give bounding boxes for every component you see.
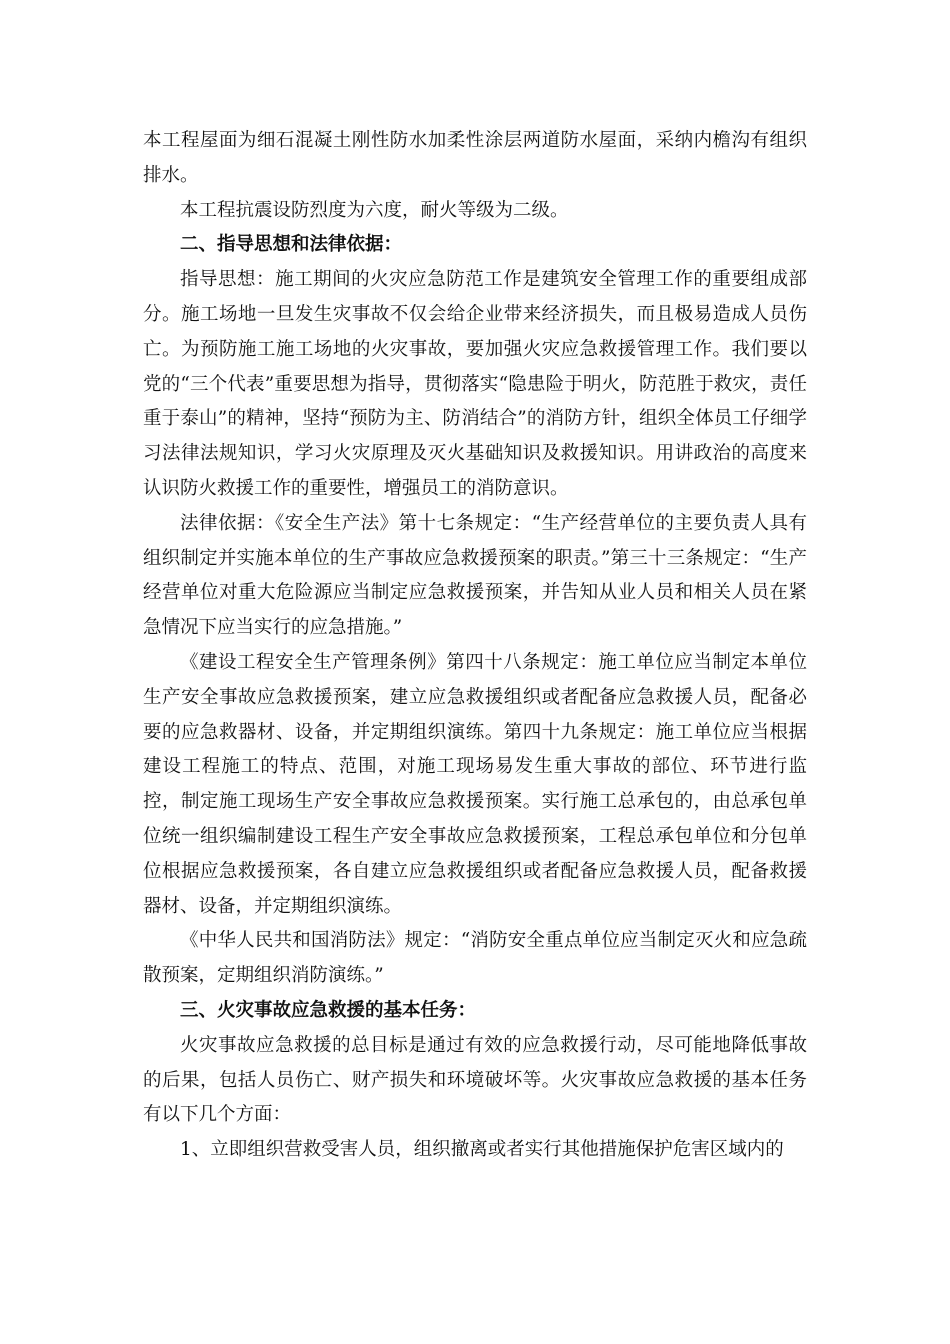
paragraph-construction-safety-regulation: 《建设工程安全生产管理条例》第四十八条规定：施工单位应当制定本单位生产安全事故应急救援预案，建立应急救援组织或者配备应急救援人员，配备必要的应急救器材、设备，并定期组织演练。第四十九条规定：施工单位应当根据建设工程施工的特点、范围，对施工现场易发生重大事故的部位、环节进行监控，制定施工现场生产安全事故应急救援预案。实行施工总承包的，由总承包单位统一组织编制建设工程生产安全事故应急救援预案，工程总承包单位和分包单位根据应急救援预案，各自建立应急救援组织或者配备应急救援人员，配备救援器材、设备，并定期组织演练。 bbox=[143, 651, 807, 917]
paragraph-fire-protection-law: 《中华人民共和国消防法》规定：“消防安全重点单位应当制定灭火和应急疏散预案，定期组织消防演练。” bbox=[143, 930, 807, 987]
paragraph-task-1: 1、立即组织营救受害人员，组织撤离或者实行其他措施保护危害区域内的 bbox=[180, 1139, 784, 1161]
document-body bbox=[143, 124, 807, 1168]
paragraph-rescue-goal: 火灾事故应急救援的总目标是通过有效的应急救援行动，尽可能地降低事故的后果，包括人员伤亡、财产损失和环境破坏等。火灾事故应急救援的基本任务有以下几个方面： bbox=[143, 1034, 807, 1126]
section-heading-guiding-legal-basis: 二、指导思想和法律依据： bbox=[180, 234, 403, 256]
paragraph-roof-description: 本工程屋面为细石混凝土刚性防水加柔性涂层两道防水屋面，采纳内檐沟有组织排水。 bbox=[143, 130, 807, 186]
section-heading-basic-tasks: 三、火灾事故应急救援的基本任务： bbox=[180, 999, 477, 1021]
paragraph-guiding-ideology: 指导思想：施工期间的火灾应急防范工作是建筑安全管理工作的重要组成部分。施工场地一旦发生灾事故不仅会给企业带来经济损失，而且极易造成人员伤亡。为预防施工施工场地的火灾事故，要加强火灾应急救援管理工作。我们要以党的“三个代表”重要思想为指导，贯彻落实“隐患险于明火，防范胜于救灾，责任重于泰山”的精神，坚持“预防为主、防消结合”的消防方针，组织全体员工仔细学习法律法规知识，学习火灾原理及灭火基础知识及救援知识。用讲政治的高度来认识防火救援工作的重要性，增强员工的消防意识。 bbox=[143, 269, 807, 499]
paragraph-seismic-fire-rating: 本工程抗震设防烈度为六度，耐火等级为二级。 bbox=[180, 199, 569, 221]
paragraph-legal-basis-safety-law: 法律依据：《安全生产法》第十七条规定：“生产经营单位的主要负责人具有组织制定并实施本单位的生产事故应急救援预案的职责。”第三十三条规定：“生产经营单位对重大危险源应当制定应急救援预案，并告知从业人员和相关人员在紧急情况下应当实行的应急措施。” bbox=[143, 512, 807, 639]
